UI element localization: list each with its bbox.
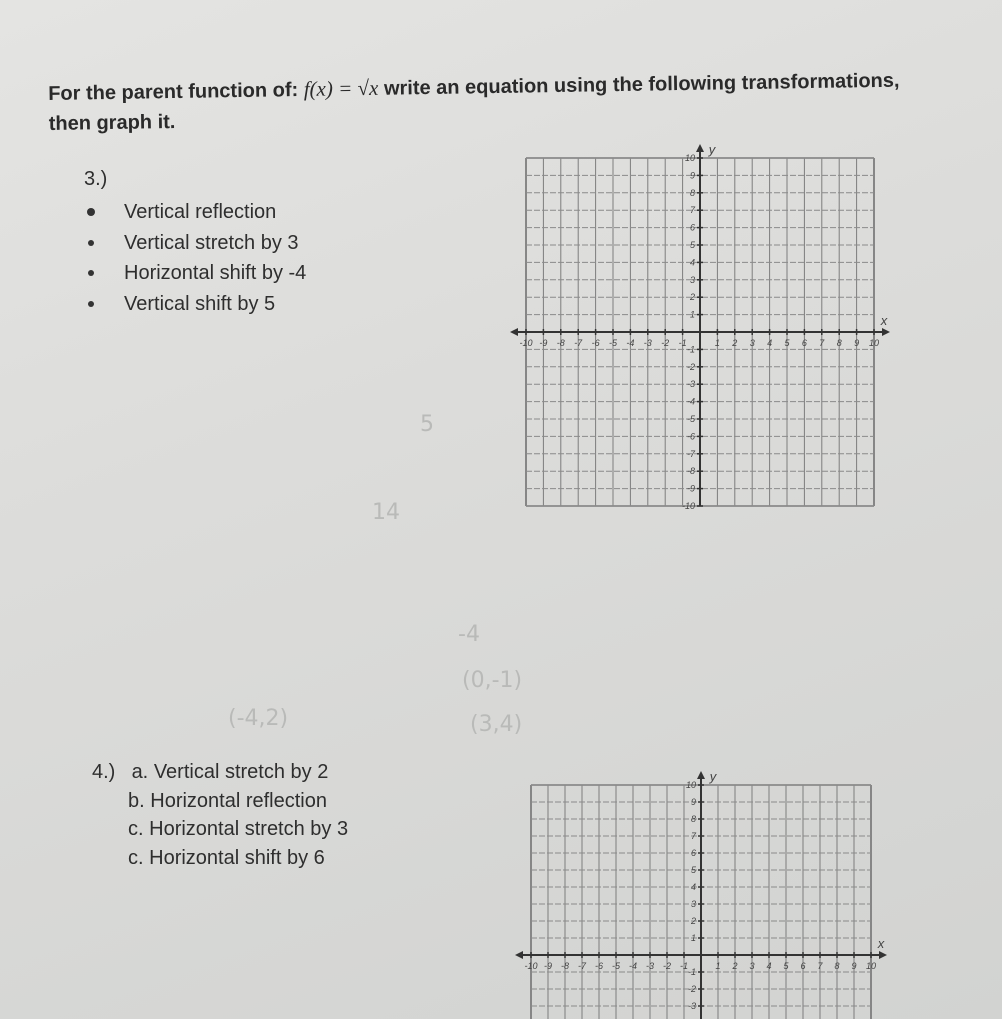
coordinate-grid-problem-3[interactable] xyxy=(505,140,895,520)
transformation-label: Vertical stretch by 3 xyxy=(124,231,299,254)
item-marker: c. xyxy=(128,846,144,869)
y-tick-label: 9 xyxy=(690,797,696,807)
y-tick-label: -2 xyxy=(687,984,696,994)
transformation-label: Vertical shift by 5 xyxy=(124,292,276,315)
x-tick-label: -3 xyxy=(643,338,652,348)
item-marker: a. xyxy=(131,761,149,783)
bullet-icon xyxy=(88,301,94,307)
x-tick-label: -7 xyxy=(574,338,583,348)
y-tick-label: -3 xyxy=(687,1001,696,1011)
faint-handwriting: (0,-1) xyxy=(462,668,523,693)
x-tick-label: 8 xyxy=(836,338,842,348)
x-tick-label: -8 xyxy=(560,961,570,971)
x-tick-label: -1 xyxy=(678,338,687,348)
transformation-label: Horizontal stretch by 3 xyxy=(149,818,349,840)
problem-3-number: 3.) xyxy=(84,168,108,190)
x-tick-label: -9 xyxy=(539,338,548,348)
transformation-label: Horizontal shift by 6 xyxy=(149,846,325,869)
x-tick-label: 2 xyxy=(732,338,738,348)
x-tick-label: -10 xyxy=(519,338,533,348)
x-tick-label: 3 xyxy=(749,338,755,348)
coordinate-grid-problem-4[interactable] xyxy=(505,770,905,1019)
transformation-item xyxy=(92,844,348,873)
y-tick-label: -10 xyxy=(681,501,695,511)
y-tick-label: 2 xyxy=(690,916,696,926)
x-tick-label: -7 xyxy=(577,961,587,971)
problem-3 xyxy=(84,168,306,319)
x-tick-label: 9 xyxy=(851,961,857,971)
faint-handwriting: -4 xyxy=(458,622,480,647)
x-tick-label: -5 xyxy=(611,961,621,971)
transformation-label: Horizontal shift by -4 xyxy=(124,262,307,284)
y-tick-label: 9 xyxy=(689,170,695,181)
y-tick-label: 2 xyxy=(689,292,695,303)
x-tick-label: -2 xyxy=(662,961,672,971)
faint-handwriting: 14 xyxy=(372,500,400,525)
transformation-item xyxy=(84,228,306,259)
y-tick-label: -1 xyxy=(687,967,696,977)
x-tick-label: 7 xyxy=(817,961,823,971)
x-tick-label: 7 xyxy=(819,338,825,348)
x-tick-label: 10 xyxy=(868,338,880,348)
x-tick-label: -3 xyxy=(645,961,655,971)
y-tick-label: 7 xyxy=(690,831,696,841)
x-tick-label: -4 xyxy=(626,338,635,348)
y-tick-label: -3 xyxy=(686,379,695,390)
y-tick-label: 1 xyxy=(689,309,695,320)
x-tick-label: 3 xyxy=(749,961,755,971)
problem-4-number: 4.) xyxy=(92,761,116,783)
y-tick-label: -6 xyxy=(686,431,695,442)
transformation-item xyxy=(84,197,306,228)
coordinate-grid-problem-3-svg xyxy=(505,140,895,520)
x-tick-label: -5 xyxy=(608,338,618,348)
x-tick-label: 6 xyxy=(800,961,806,971)
transformation-item xyxy=(84,258,306,289)
transformation-item xyxy=(92,787,348,816)
y-tick-label: 10 xyxy=(685,780,696,790)
x-tick-label: 9 xyxy=(854,338,860,348)
y-axis-label: y xyxy=(709,769,717,784)
y-tick-label: 6 xyxy=(689,222,695,233)
instructions-suffix: write an equation using the following transformations, xyxy=(378,69,900,100)
instructions-prefix: For the parent function of: xyxy=(48,78,304,105)
y-tick-label: 8 xyxy=(690,814,696,824)
x-tick-label: -4 xyxy=(628,961,638,971)
x-tick-label: -1 xyxy=(679,961,689,971)
y-tick-label: 4 xyxy=(690,882,696,892)
bullet-icon xyxy=(87,208,95,216)
x-tick-label: -6 xyxy=(594,961,604,971)
y-tick-label: 7 xyxy=(689,205,695,216)
y-tick-label: 6 xyxy=(690,848,696,858)
y-tick-label: -2 xyxy=(686,361,695,372)
faint-handwriting: 5 xyxy=(420,412,434,437)
instructions xyxy=(48,63,989,139)
x-tick-label: 1 xyxy=(714,338,720,348)
y-tick-label: -5 xyxy=(686,414,695,424)
bullet-icon xyxy=(88,270,94,276)
y-tick-label: -8 xyxy=(686,466,695,477)
transformation-item xyxy=(92,815,348,844)
y-tick-label: 3 xyxy=(690,899,696,909)
y-tick-label: 3 xyxy=(689,274,695,285)
x-tick-label: -9 xyxy=(543,961,553,971)
parent-function: f(x) = √x xyxy=(303,75,379,101)
x-tick-label: 1 xyxy=(715,961,721,971)
x-tick-label: -10 xyxy=(524,961,538,971)
transformation-label: Vertical reflection xyxy=(124,201,277,223)
faint-handwriting: (-4,2) xyxy=(228,706,289,731)
y-tick-label: -4 xyxy=(686,396,695,407)
faint-handwriting: (3,4) xyxy=(470,712,523,737)
transformation-label: Vertical stretch by 2 xyxy=(153,761,329,783)
x-tick-label: 6 xyxy=(801,338,807,348)
coordinate-grid-problem-4-svg xyxy=(505,770,905,1019)
y-tick-label: -9 xyxy=(686,483,695,494)
y-tick-label: 1 xyxy=(690,933,696,943)
x-tick-label: 2 xyxy=(732,961,738,971)
x-tick-label: 8 xyxy=(834,961,840,971)
y-tick-label: 8 xyxy=(689,187,695,198)
transformation-item xyxy=(84,289,306,320)
problem-4 xyxy=(92,758,348,872)
item-marker: c. xyxy=(128,818,144,840)
x-tick-label: 5 xyxy=(783,961,789,971)
item-marker: b. xyxy=(128,789,145,812)
y-tick-label: 5 xyxy=(690,865,696,875)
x-axis-label: x xyxy=(880,313,888,328)
y-tick-label: -7 xyxy=(686,448,695,459)
x-axis-label: x xyxy=(877,936,885,951)
x-tick-label: -2 xyxy=(661,338,670,348)
y-tick-label: 10 xyxy=(684,153,695,163)
transformation-label: Horizontal reflection xyxy=(150,789,327,812)
x-tick-label: 5 xyxy=(784,338,790,348)
y-tick-label: 5 xyxy=(689,240,695,250)
y-tick-label: 4 xyxy=(689,257,695,268)
x-tick-label: 4 xyxy=(766,961,772,971)
x-tick-label: 10 xyxy=(865,961,877,971)
y-tick-label: -1 xyxy=(686,344,695,355)
x-tick-label: -6 xyxy=(591,338,600,348)
x-tick-label: -8 xyxy=(556,338,565,348)
bullet-icon xyxy=(88,240,94,246)
instructions-line-2: then graph it. xyxy=(48,111,176,135)
transformation-item xyxy=(92,758,348,787)
y-axis-label: y xyxy=(708,142,716,157)
problem-3-transformations xyxy=(84,197,306,319)
x-tick-label: 4 xyxy=(767,338,773,348)
